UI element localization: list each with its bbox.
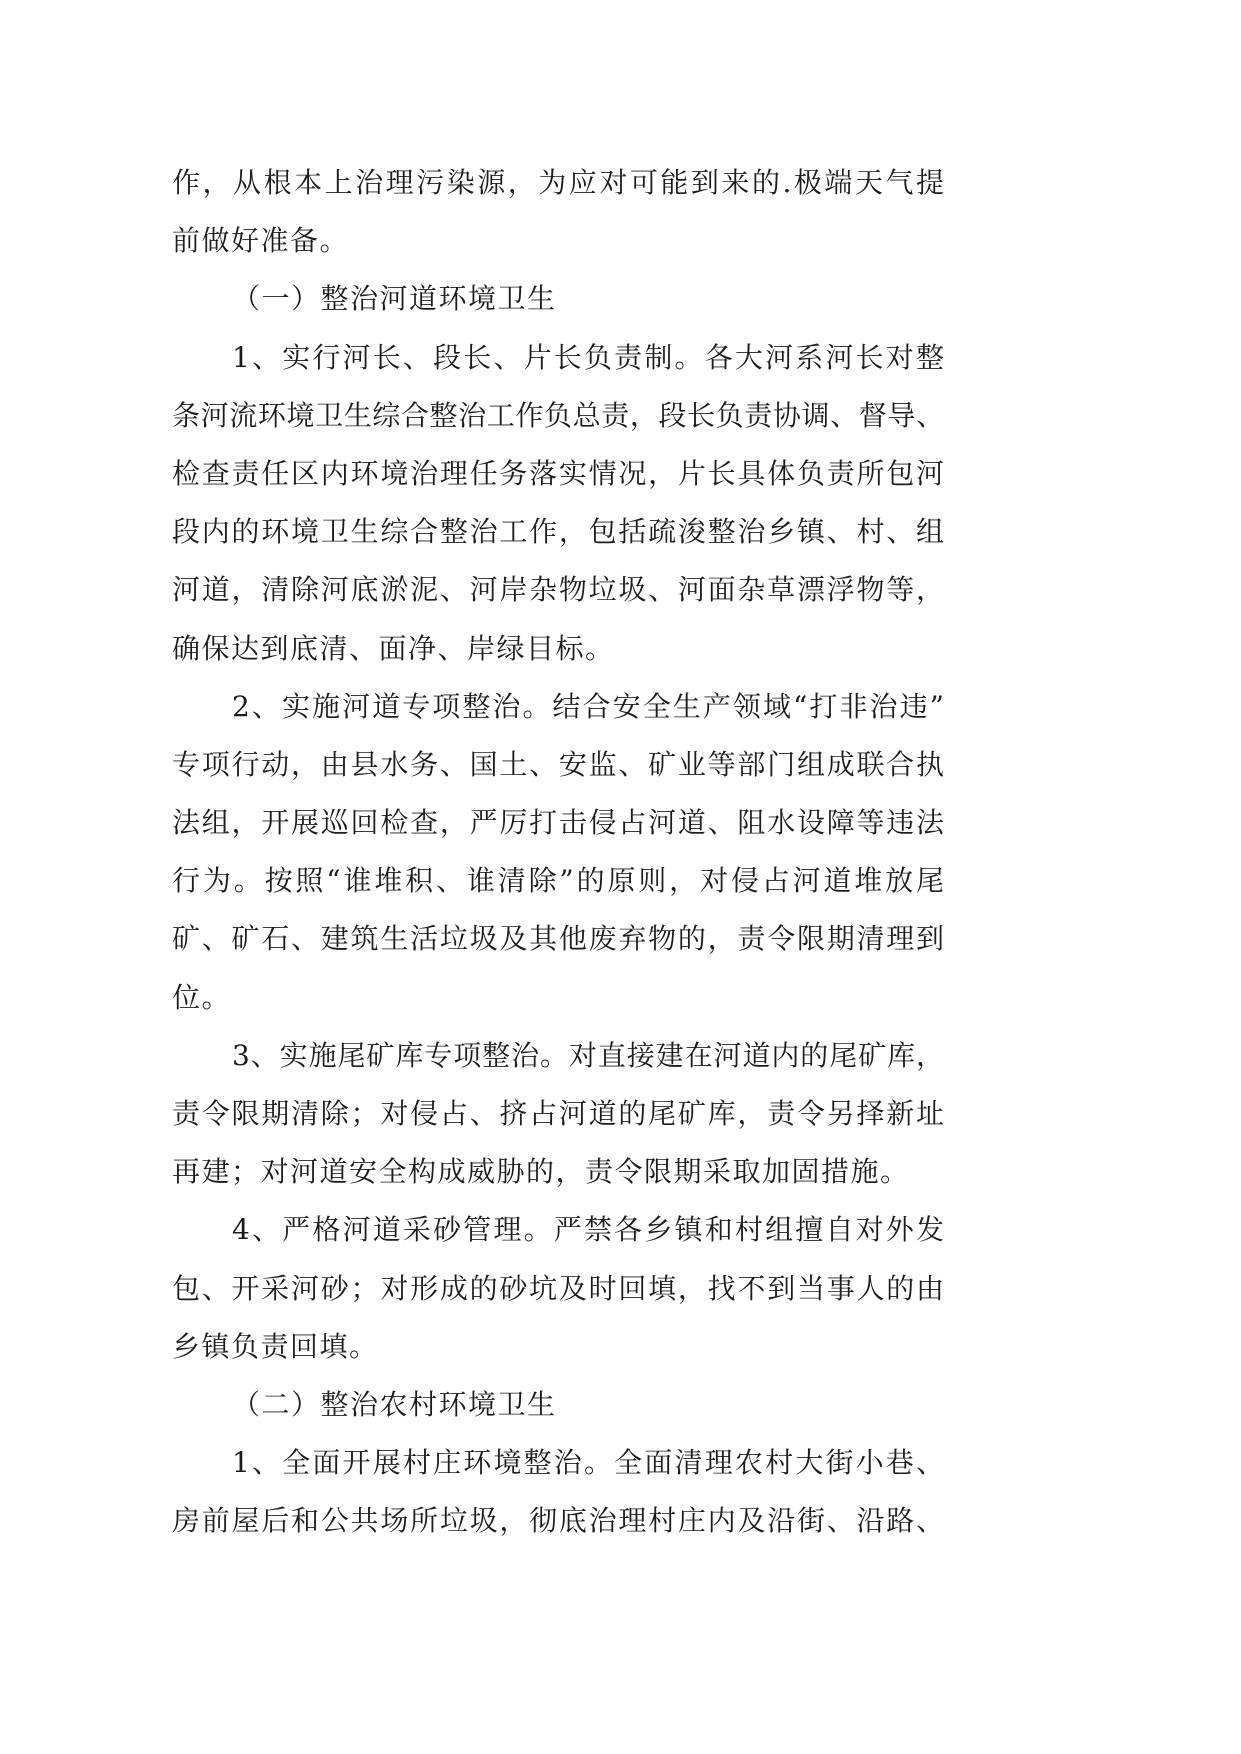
text-line: 再建；对河道安全构成威胁的，责令限期采取加固措施。 [172, 1155, 910, 1189]
paragraph-item-4 [172, 1201, 944, 1376]
text-line: 4、严格河道采砂管理。严禁各乡镇和村组擅自对外发 [232, 1213, 944, 1247]
text-line: 位。 [172, 980, 232, 1014]
paragraph-item-1 [172, 329, 944, 678]
section-heading: （一）整治河道环境卫生 [232, 282, 557, 316]
text-line: 1、实行河长、段长、片长负责制。各大河系河长对整 [232, 340, 944, 374]
paragraph-village-item-1 [172, 1434, 944, 1550]
section-heading: （二）整治农村环境卫生 [232, 1387, 557, 1421]
text-line: 条河流环境卫生综合整治工作负总责，段长负责协调、督导、 [172, 398, 944, 432]
text-line: 2、实施河道专项整治。结合安全生产领域“打非治违” [232, 689, 944, 723]
text-line: 包、开采河砂；对形成的砂坑及时回填，找不到当事人的由 [172, 1271, 944, 1305]
text-line: 1、全面开展村庄环境整治。全面清理农村大街小巷、 [232, 1446, 944, 1480]
text-line: 专项行动，由县水务、国土、安监、矿业等部门组成联合执 [172, 747, 944, 781]
section-heading-one [172, 270, 944, 328]
text-line: 房前屋后和公共场所垃圾，彻底治理村庄内及沿街、沿路、 [172, 1504, 944, 1538]
paragraph-item-3 [172, 1027, 944, 1202]
text-line: 作，从根本上治理污染源，为应对可能到来的.极端天气提 [172, 166, 944, 199]
document-body [172, 154, 944, 1551]
paragraph-item-2 [172, 678, 944, 1027]
text-line: 责令限期清除；对侵占、挤占河道的尾矿库，责令另择新址 [172, 1097, 944, 1130]
text-line: 前做好准备。 [172, 224, 350, 258]
text-line: 河道，清除河底淤泥、河岸杂物垃圾、河面杂草漂浮物等， [172, 573, 944, 607]
text-line: 确保达到底清、面净、岸绿目标。 [172, 631, 615, 665]
text-line: 3、实施尾矿库专项整治。对直接建在河道内的尾矿库， [232, 1038, 944, 1072]
text-line: 检查责任区内环境治理任务落实情况，片长具体负责所包河 [172, 456, 944, 490]
text-line: 乡镇负责回填。 [172, 1329, 379, 1363]
text-line: 段内的环境卫生综合整治工作，包括疏浚整治乡镇、村、组 [172, 515, 944, 549]
paragraph-continuation [172, 154, 944, 270]
section-heading-two [172, 1376, 944, 1434]
text-line: 法组，开展巡回检查，严厉打击侵占河道、阻水设障等违法 [172, 806, 944, 840]
text-line: 行为。按照“谁堆积、谁清除”的原则，对侵占河道堆放尾 [172, 864, 944, 898]
text-line: 矿、矿石、建筑生活垃圾及其他废弃物的，责令限期清理到 [172, 922, 944, 956]
